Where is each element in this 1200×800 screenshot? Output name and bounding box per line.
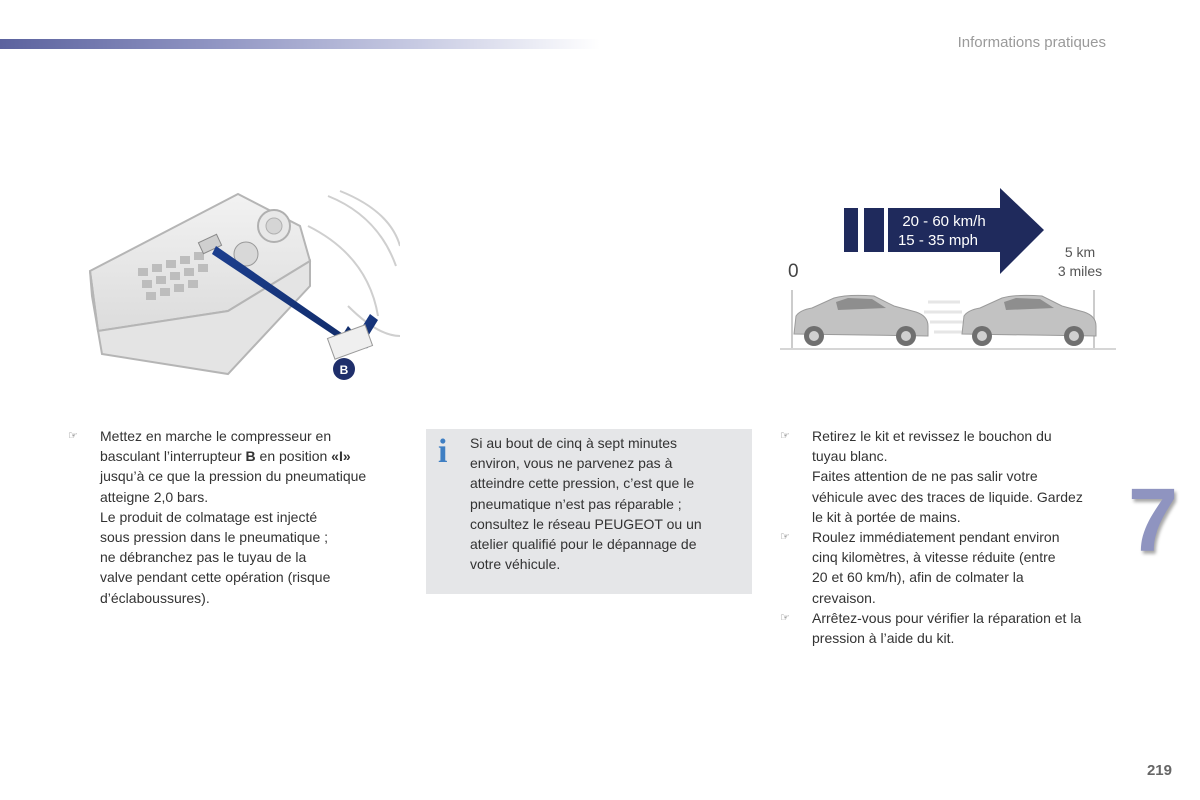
speed-kmh-label: 20 - 60 km/h	[902, 213, 986, 230]
instruction-line: véhicule avec des traces de liquide. Gardez	[812, 488, 1083, 505]
info-line: environ, vous ne parvenez pas à	[470, 455, 673, 472]
motion-lines	[924, 302, 966, 332]
callout-b-label: B	[339, 363, 349, 377]
info-line: consultez le réseau PEUGEOT ou un	[470, 515, 702, 532]
instruction-line: crevaison.	[812, 589, 876, 606]
instruction-line: pression à l’aide du kit.	[812, 630, 955, 647]
car-start-icon	[794, 295, 928, 346]
instruction-line: Mettez en marche le compresseur en	[100, 428, 332, 444]
info-line: atteindre cette pression, c’est que le	[470, 475, 695, 492]
instruction-line: 20 et 60 km/h), afin de colmater la	[812, 569, 1024, 586]
info-line: Si au bout de cinq à sept minutes	[470, 435, 678, 451]
section-title: Informations pratiques	[957, 34, 1106, 51]
speed-mph-label: 15 - 35 mph	[897, 232, 979, 249]
chapter-number: 7	[1128, 471, 1179, 571]
instruction-line: Faites attention de ne pas salir votre	[812, 468, 1038, 485]
instruction-line: sous pression dans le pneumatique ;	[100, 529, 329, 546]
info-line: pneumatique n’est pas réparable ;	[470, 495, 682, 512]
instruction-line: cinq kilomètres, à vitesse réduite (entre	[812, 549, 1056, 566]
instruction-line: le kit à portée de mains.	[812, 508, 961, 525]
start-distance-label: 0	[788, 261, 799, 282]
switch-position-label: «I»	[331, 448, 351, 465]
page-number: 219	[1146, 762, 1172, 779]
info-text	[470, 433, 740, 574]
instruction-line: Arrêtez-vous pour vérifier la réparation et la	[812, 609, 1082, 626]
instruction-line: Retirez le kit et revissez le bouchon du	[812, 428, 1052, 444]
car-moving-icon	[962, 295, 1096, 346]
instruction-line: ne débranchez pas le tuyau de la	[100, 549, 307, 566]
instruction-line: d’éclaboussures).	[100, 589, 210, 606]
pointing-hand-icon: ☞	[780, 531, 790, 544]
info-box	[426, 429, 752, 594]
instruction-item	[780, 608, 1115, 648]
instruction-item	[780, 426, 1115, 527]
distance-miles-label: 3 miles	[1057, 263, 1103, 279]
instruction-item	[780, 527, 1115, 608]
instruction-line: Le produit de colmatage est injecté	[100, 508, 318, 525]
header-gradient-bar	[0, 39, 600, 49]
compressor-kit-illustration	[78, 186, 400, 391]
text-run: basculant l’interrupteur	[100, 448, 246, 465]
info-line: votre véhicule.	[470, 556, 561, 573]
right-instructions	[780, 426, 1115, 648]
pointing-hand-icon: ☞	[68, 430, 78, 442]
instruction-item	[68, 426, 408, 608]
instruction-line: Roulez immédiatement pendant environ	[812, 529, 1060, 546]
left-instructions	[68, 426, 408, 608]
distance-km-label: 5 km	[1064, 244, 1096, 260]
info-icon: i	[438, 433, 448, 470]
pointing-hand-icon: ☞	[780, 430, 790, 442]
text-run: en position	[255, 448, 332, 465]
driving-speed-illustration	[778, 184, 1118, 356]
instruction-line: atteigne 2,0 bars.	[100, 488, 209, 505]
info-line: atelier qualifié pour le dépannage de	[470, 536, 697, 553]
instruction-line: tuyau blanc.	[812, 448, 888, 465]
direction-arrow-icon	[1000, 188, 1044, 274]
instruction-line	[100, 446, 408, 466]
pointing-hand-icon: ☞	[780, 611, 790, 624]
instruction-line: jusqu’à ce que la pression du pneumatique	[100, 468, 367, 485]
instruction-line: valve pendant cette opération (risque	[100, 569, 331, 586]
switch-label-b: B	[245, 448, 256, 465]
